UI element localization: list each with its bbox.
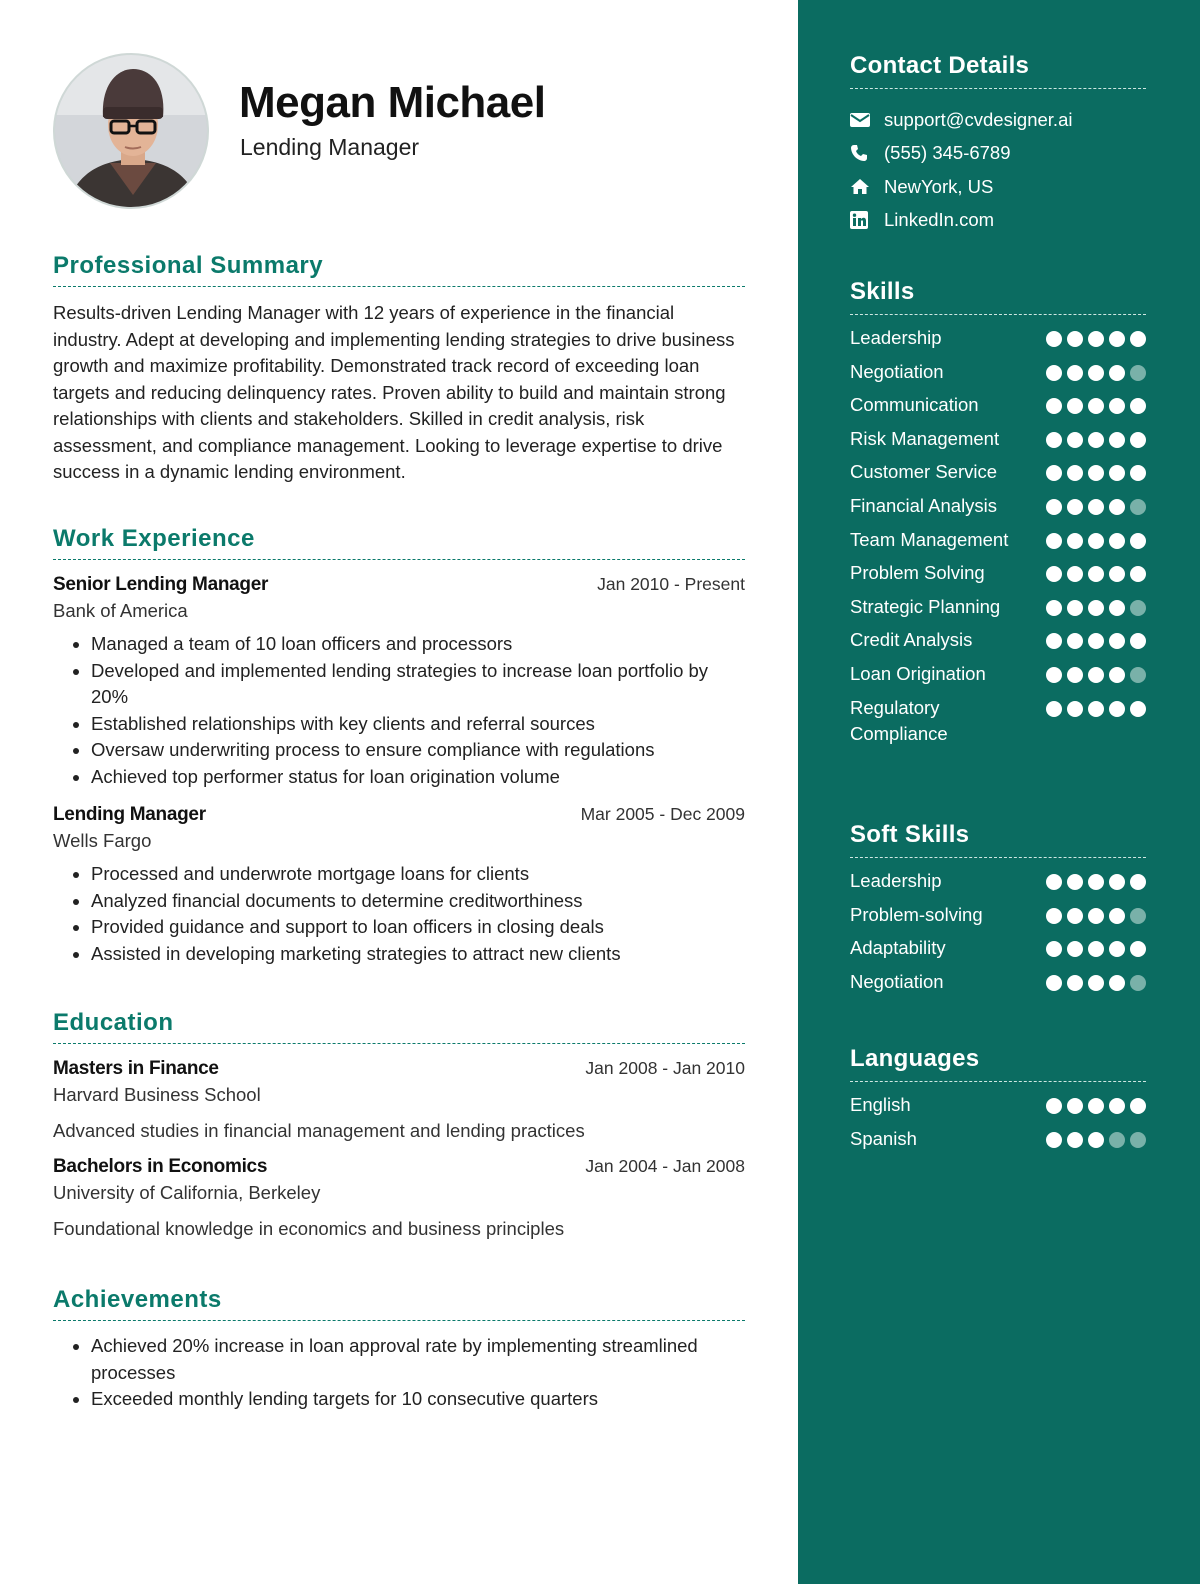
- rating-dot-filled: [1109, 908, 1125, 924]
- rating-label: Financial Analysis: [850, 494, 998, 516]
- rating-dot-filled: [1046, 1098, 1062, 1114]
- rating-dot-filled: [1088, 667, 1104, 683]
- rating-dot-filled: [1046, 975, 1062, 991]
- summary-section: [53, 252, 745, 486]
- rating-row: [850, 935, 1146, 961]
- rating-dot-filled: [1046, 701, 1062, 717]
- rating-label: Loan Origination: [850, 662, 986, 684]
- rating-row: [850, 459, 1146, 485]
- rating-dot-filled: [1067, 465, 1083, 481]
- rating-dot-filled: [1109, 941, 1125, 957]
- rating-dot-empty: [1130, 667, 1146, 683]
- contact-linkedin[interactable]: [850, 204, 1146, 238]
- rating-row: [850, 627, 1146, 653]
- rating-dot-filled: [1067, 633, 1083, 649]
- rating-dot-filled: [1067, 365, 1083, 381]
- rating-row: [850, 868, 1146, 894]
- languages-section: [850, 1045, 1146, 1159]
- rating-dot-filled: [1088, 398, 1104, 414]
- school: University of California, Berkeley: [53, 1182, 321, 1203]
- job-bullet: • Achieved top performer status for loan origination volume: [91, 764, 745, 791]
- rating-dot-filled: [1088, 633, 1104, 649]
- rating-dot-filled: [1088, 874, 1104, 890]
- rating-dot-filled: [1109, 633, 1125, 649]
- rating-dot-empty: [1130, 600, 1146, 616]
- education-date: Jan 2004 - Jan 2008: [585, 1156, 745, 1176]
- rating-dot-filled: [1109, 1098, 1125, 1114]
- rating-dot-filled: [1067, 874, 1083, 890]
- rating-dot-filled: [1088, 908, 1104, 924]
- rating-dot-filled: [1130, 633, 1146, 649]
- soft-skills-heading: Soft Skills: [850, 821, 1146, 858]
- rating-row: [850, 426, 1146, 452]
- rating-dots: [1046, 493, 1146, 515]
- rating-dot-filled: [1046, 874, 1062, 890]
- rating-dot-filled: [1067, 398, 1083, 414]
- rating-dot-empty: [1130, 975, 1146, 991]
- rating-row: [850, 560, 1146, 586]
- linkedin-icon: [850, 211, 884, 229]
- rating-dot-filled: [1130, 432, 1146, 448]
- contact-location: [850, 170, 1146, 204]
- rating-dot-filled: [1046, 533, 1062, 549]
- job-date: Mar 2005 - Dec 2009: [580, 804, 745, 824]
- rating-row: [850, 527, 1146, 553]
- rating-dot-filled: [1130, 398, 1146, 414]
- achievement-item: • Exceeded monthly lending targets for 10 consecutive quarters: [91, 1386, 745, 1413]
- degree: Masters in Finance: [53, 1058, 219, 1079]
- rating-dot-filled: [1130, 874, 1146, 890]
- rating-dots: [1046, 868, 1146, 890]
- rating-dot-filled: [1130, 331, 1146, 347]
- rating-dots: [1046, 969, 1146, 991]
- rating-dot-filled: [1046, 600, 1062, 616]
- languages-list: [850, 1092, 1146, 1152]
- rating-label: Spanish: [850, 1127, 917, 1149]
- rating-dot-empty: [1130, 499, 1146, 515]
- rating-dot-filled: [1130, 1098, 1146, 1114]
- soft-skills-list: [850, 868, 1146, 995]
- rating-dot-filled: [1088, 975, 1104, 991]
- home-icon: [850, 178, 884, 195]
- rating-dot-filled: [1046, 566, 1062, 582]
- sidebar: [798, 0, 1200, 1584]
- rating-dot-filled: [1088, 566, 1104, 582]
- rating-label: Problem Solving: [850, 562, 985, 584]
- rating-dot-filled: [1067, 1132, 1083, 1148]
- skills-heading: Skills: [850, 278, 1146, 315]
- rating-dot-filled: [1088, 941, 1104, 957]
- rating-dot-filled: [1109, 566, 1125, 582]
- rating-dot-filled: [1109, 331, 1125, 347]
- rating-label: Adaptability: [850, 937, 946, 959]
- rating-label: Risk Management: [850, 427, 1000, 449]
- rating-dots: [1046, 560, 1146, 582]
- job-bullets: [53, 861, 745, 967]
- rating-dot-filled: [1067, 941, 1083, 957]
- rating-row: [850, 1092, 1146, 1118]
- contact-section: [850, 52, 1146, 237]
- rating-dots: [1046, 1126, 1146, 1148]
- rating-dot-filled: [1130, 566, 1146, 582]
- rating-dot-filled: [1067, 1098, 1083, 1114]
- rating-dot-filled: [1046, 667, 1062, 683]
- rating-dot-filled: [1046, 331, 1062, 347]
- rating-dot-filled: [1067, 432, 1083, 448]
- rating-dot-filled: [1046, 432, 1062, 448]
- rating-dots: [1046, 935, 1146, 957]
- rating-row: [850, 969, 1146, 995]
- job-bullet: • Provided guidance and support to loan officers in closing deals: [91, 914, 745, 941]
- job-bullets: [53, 631, 745, 790]
- job-bullet: • Analyzed financial documents to determine creditworthiness: [91, 888, 745, 915]
- rating-dot-empty: [1130, 365, 1146, 381]
- job-title: Lending Manager: [53, 804, 206, 825]
- job-bullet: • Developed and implemented lending strategies to increase loan portfolio by 20%: [91, 658, 745, 711]
- rating-dot-filled: [1109, 701, 1125, 717]
- rating-label: Credit Analysis: [850, 629, 973, 651]
- rating-dot-filled: [1067, 533, 1083, 549]
- rating-label: Leadership: [850, 870, 942, 891]
- experience-heading: Work Experience: [53, 525, 745, 560]
- rating-dots: [1046, 527, 1146, 549]
- job-title: Senior Lending Manager: [53, 574, 269, 595]
- rating-dot-filled: [1109, 600, 1125, 616]
- education-entry: [53, 1156, 745, 1240]
- rating-dot-filled: [1088, 331, 1104, 347]
- rating-dot-filled: [1067, 667, 1083, 683]
- rating-dot-filled: [1109, 432, 1125, 448]
- summary-heading: Professional Summary: [53, 252, 745, 287]
- rating-dot-filled: [1067, 499, 1083, 515]
- rating-dot-filled: [1046, 365, 1062, 381]
- contact-heading: Contact Details: [850, 52, 1146, 89]
- job-company: Wells Fargo: [53, 830, 152, 851]
- rating-dot-filled: [1046, 465, 1062, 481]
- rating-dot-filled: [1088, 465, 1104, 481]
- rating-dot-filled: [1109, 975, 1125, 991]
- education-description: Advanced studies in financial management and lending practices: [53, 1120, 585, 1141]
- rating-dot-filled: [1088, 1132, 1104, 1148]
- rating-dot-empty: [1130, 1132, 1146, 1148]
- rating-dot-filled: [1109, 874, 1125, 890]
- rating-dots: [1046, 594, 1146, 616]
- rating-dot-filled: [1067, 975, 1083, 991]
- skills-section: [850, 278, 1146, 754]
- rating-dot-filled: [1067, 566, 1083, 582]
- rating-dot-filled: [1088, 432, 1104, 448]
- rating-label: Leadership: [850, 327, 942, 348]
- rating-dot-filled: [1088, 499, 1104, 515]
- achievements-section: [53, 1286, 745, 1413]
- rating-dot-filled: [1046, 499, 1062, 515]
- rating-dot-filled: [1130, 465, 1146, 481]
- languages-heading: Languages: [850, 1045, 1146, 1082]
- job-company: Bank of America: [53, 600, 188, 621]
- rating-row: [850, 695, 1146, 747]
- profile-photo: [53, 53, 209, 209]
- rating-row: [850, 661, 1146, 687]
- degree: Bachelors in Economics: [53, 1156, 268, 1177]
- email-text: support@cvdesigner.ai: [884, 108, 1073, 130]
- rating-label: Customer Service: [850, 461, 998, 483]
- rating-dot-filled: [1067, 331, 1083, 347]
- rating-label: Regulatory Compliance: [850, 696, 948, 744]
- education-section: [53, 1009, 745, 1240]
- rating-dot-filled: [1088, 365, 1104, 381]
- rating-label: Team Management: [850, 528, 1009, 550]
- job-bullet: • Established relationships with key clients and referral sources: [91, 711, 745, 738]
- job-entry: [53, 574, 745, 790]
- rating-label: Strategic Planning: [850, 595, 1001, 617]
- envelope-icon: [850, 112, 884, 128]
- rating-row: [850, 325, 1146, 351]
- rating-dots: [1046, 459, 1146, 481]
- phone-text: (555) 345-6789: [884, 142, 1011, 164]
- rating-dot-empty: [1130, 908, 1146, 924]
- rating-dot-filled: [1046, 941, 1062, 957]
- job-bullet: • Processed and underwrote mortgage loans for clients: [91, 861, 745, 888]
- candidate-title: Lending Manager: [240, 134, 420, 160]
- rating-dot-filled: [1088, 533, 1104, 549]
- job-entry: [53, 804, 745, 967]
- rating-dot-filled: [1109, 667, 1125, 683]
- rating-dot-filled: [1088, 600, 1104, 616]
- achievement-list: [53, 1333, 745, 1413]
- phone-icon: [850, 144, 884, 162]
- rating-dot-filled: [1109, 533, 1125, 549]
- education-date: Jan 2008 - Jan 2010: [585, 1058, 745, 1078]
- rating-dots: [1046, 695, 1146, 717]
- summary-text: Results-driven Lending Manager with 12 years of experience in the financial industry. Adept at developing and implementing lending strategies to drive business growth and maximize profitability. Demonstrated track record of exceeding loan targets and reducing delinquency rates. Proven ability to build and maintain strong relationships with clients and stakeholders. Skilled in credit analysis, risk assessment, and compliance management. Looking to leverage expertise to drive success in a dynamic lending environment.: [53, 302, 735, 482]
- rating-dots: [1046, 1092, 1146, 1114]
- education-description: Foundational knowledge in economics and business principles: [53, 1218, 565, 1239]
- rating-dots: [1046, 325, 1146, 347]
- job-date: Jan 2010 - Present: [597, 574, 745, 594]
- rating-label: Negotiation: [850, 360, 944, 382]
- rating-dot-filled: [1130, 701, 1146, 717]
- rating-row: [850, 493, 1146, 519]
- rating-dot-filled: [1109, 365, 1125, 381]
- rating-dot-filled: [1067, 701, 1083, 717]
- rating-dot-filled: [1088, 701, 1104, 717]
- rating-dot-filled: [1046, 398, 1062, 414]
- rating-row: [850, 359, 1146, 385]
- rating-row: [850, 594, 1146, 620]
- contact-phone[interactable]: [850, 137, 1146, 171]
- candidate-name: Megan Michael: [239, 78, 546, 127]
- job-bullet: • Managed a team of 10 loan officers and processors: [91, 631, 745, 658]
- school: Harvard Business School: [53, 1084, 261, 1105]
- rating-dot-filled: [1046, 1132, 1062, 1148]
- rating-dots: [1046, 627, 1146, 649]
- job-bullet: • Assisted in developing marketing strategies to attract new clients: [91, 941, 745, 968]
- rating-label: Negotiation: [850, 970, 944, 992]
- rating-dots: [1046, 392, 1146, 414]
- rating-dot-empty: [1109, 1132, 1125, 1148]
- rating-dot-filled: [1046, 908, 1062, 924]
- rating-label: Communication: [850, 394, 979, 416]
- job-bullet: • Oversaw underwriting process to ensure compliance with regulations: [91, 737, 745, 764]
- contact-email[interactable]: [850, 103, 1146, 137]
- rating-dots: [1046, 902, 1146, 924]
- rating-dots: [1046, 426, 1146, 448]
- rating-dots: [1046, 359, 1146, 381]
- rating-dot-filled: [1130, 533, 1146, 549]
- rating-label: Problem-solving: [850, 903, 983, 925]
- rating-dot-filled: [1067, 600, 1083, 616]
- rating-dot-filled: [1109, 465, 1125, 481]
- achievements-heading: Achievements: [53, 1286, 745, 1321]
- location-text: NewYork, US: [884, 175, 994, 197]
- rating-dots: [1046, 661, 1146, 683]
- rating-dot-filled: [1067, 908, 1083, 924]
- avatar: [55, 55, 209, 209]
- rating-dot-filled: [1130, 941, 1146, 957]
- education-entry: [53, 1058, 745, 1142]
- achievement-item: • Achieved 20% increase in loan approval rate by implementing streamlined processes: [91, 1333, 745, 1386]
- rating-label: English: [850, 1094, 911, 1115]
- rating-row: [850, 902, 1146, 928]
- skills-list: [850, 325, 1146, 747]
- rating-dot-filled: [1109, 499, 1125, 515]
- experience-section: [53, 525, 745, 967]
- rating-row: [850, 392, 1146, 418]
- rating-dot-filled: [1109, 398, 1125, 414]
- rating-dot-filled: [1046, 633, 1062, 649]
- linkedin-text: LinkedIn.com: [884, 209, 995, 231]
- education-heading: Education: [53, 1009, 745, 1044]
- rating-dot-filled: [1088, 1098, 1104, 1114]
- soft-skills-section: [850, 821, 1146, 1002]
- rating-row: [850, 1126, 1146, 1152]
